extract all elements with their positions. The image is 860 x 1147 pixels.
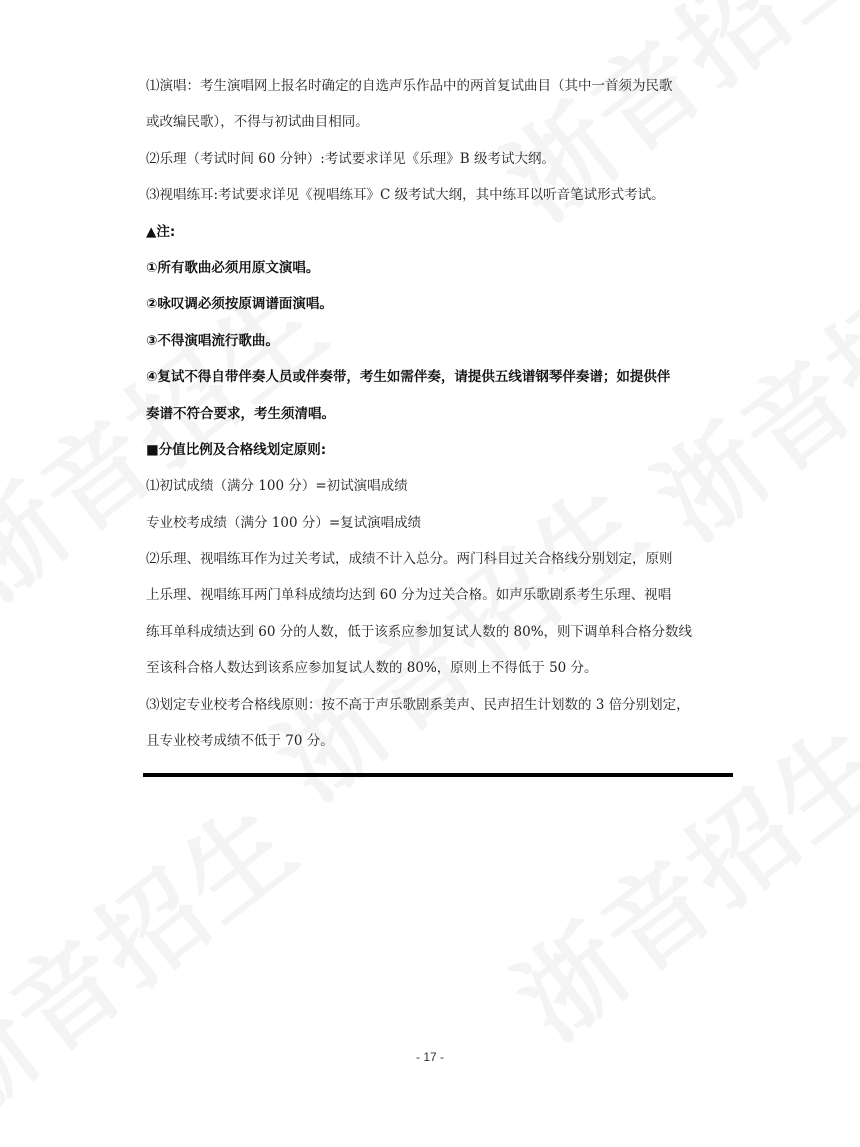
text-line: 奏谱不符合要求，考生须清唱。 — [146, 405, 335, 422]
text-line: 且专业校考成绩不低于 70 分。 — [146, 733, 334, 750]
document-body — [146, 68, 736, 759]
text-line: ⑶划定专业校考合格线原则：按不高于声乐歌剧系美声、民声招生计划数的 3 倍分别划定， — [146, 696, 690, 713]
text-line: 或改编民歌），不得与初试曲目相同。 — [146, 114, 369, 131]
text-line: ■分值比例及合格线划定原则: — [146, 441, 327, 458]
text-line: 上乐理、视唱练耳两门单科成绩均达到 60 分为过关合格。如声乐歌剧系考生乐理、视唱 — [146, 587, 672, 604]
text-line: ⑴演唱：考生演唱网上报名时确定的自选声乐作品中的两首复试曲目（其中一首须为民歌 — [146, 78, 673, 94]
text-line: ⑴初试成绩（满分 100 分）=初试演唱成绩 — [146, 478, 408, 495]
text-line: 专业校考成绩（满分 100 分）=复试演唱成绩 — [146, 514, 422, 531]
text-line: 练耳单科成绩达到 60 分的人数，低于该系应参加复试人数的 80%，则下调单科合格分数线 — [146, 623, 693, 640]
text-line: ⑵乐理（考试时间 60 分钟）:考试要求详见《乐理》B 级考试大纲。 — [146, 150, 556, 167]
text-line: ③不得演唱流行歌曲。 — [146, 332, 279, 349]
text-line: ②咏叹调必须按原调谱面演唱。 — [146, 296, 333, 313]
text-line: 至该科合格人数达到该系应参加复试人数的 80%，原则上不得低于 50 分。 — [146, 660, 598, 677]
text-line: ⑶视唱练耳:考试要求详见《视唱练耳》C 级考试大纲，其中练耳以听音笔试形式考试。 — [146, 187, 665, 204]
text-line: ①所有歌曲必须用原文演唱。 — [146, 259, 320, 276]
text-line: ⑵乐理、视唱练耳作为过关考试，成绩不计入总分。两门科目过关合格线分别划定，原则 — [146, 551, 673, 568]
page-number: - 17 - — [415, 1050, 444, 1064]
text-line: ▲注: — [146, 223, 176, 240]
text-line: ④复试不得自带伴奏人员或伴奏带，考生如需伴奏，请提供五线谱钢琴伴奏谱；如提供伴 — [146, 369, 671, 386]
horizontal-rule — [143, 773, 733, 777]
watermark — [0, 763, 322, 1147]
